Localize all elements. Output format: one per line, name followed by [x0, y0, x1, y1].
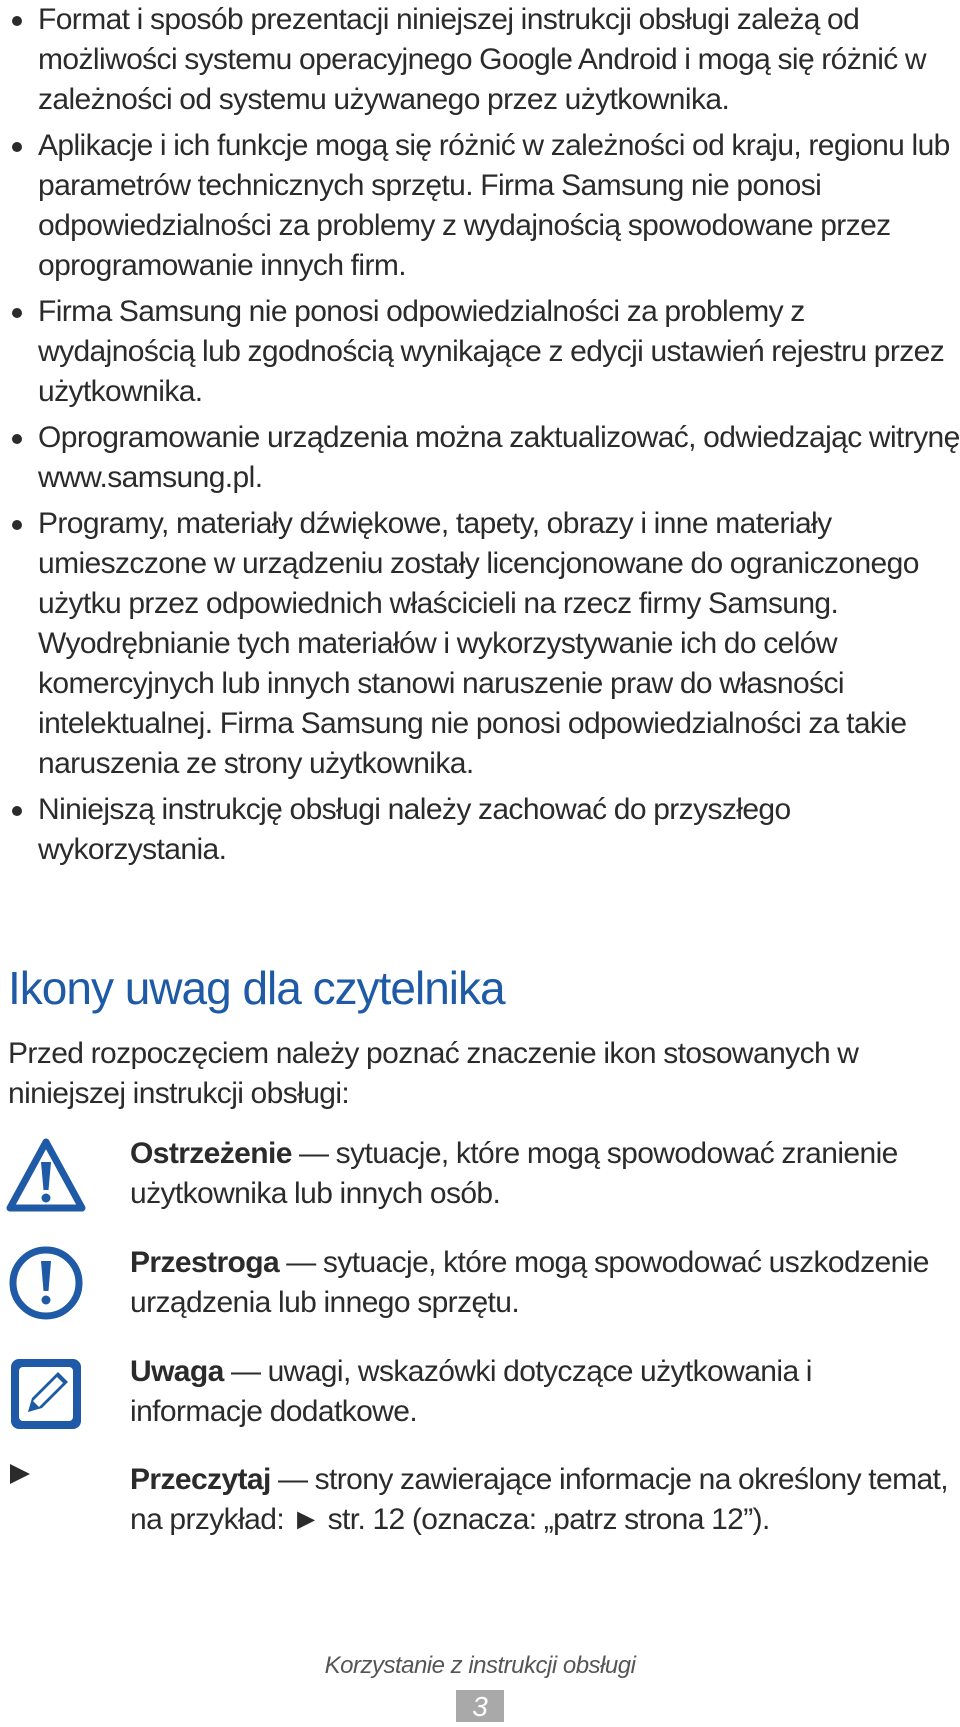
- list-item: [8, 0, 960, 120]
- legend-text: [130, 1460, 950, 1540]
- legend-term: Przeczytaj: [130, 1463, 271, 1496]
- footer-section-title: Korzystanie z instrukcji obsługi: [324, 1652, 636, 1679]
- bullet-text: Format i sposób prezentacji niniejszej instrukcji obsługi zależą od możliwości systemu operacyjnego Google Android i mogą się różnić w zależności od systemu używanego przez użytkownika.: [38, 3, 926, 116]
- bullet-text: Programy, materiały dźwiękowe, tapety, obrazy i inne materiały umieszczone w urządzeniu zostały licencjonowane do ograniczonego użytku przez odpowiednich właścicieli na rzecz firmy Samsung. Wyodrębnianie tych materiałów i wykorzystywanie ich do celów komercyjnych lub innych stanowi naruszenie praw do własności intelektualnej. Firma Samsung nie ponosi odpowiedzialności za takie naruszenia ze strony użytkownika.: [38, 507, 919, 780]
- page-number-badge: [456, 1690, 504, 1722]
- bullet-icon: [12, 142, 22, 152]
- notice-bullet-list: [8, 0, 960, 876]
- caution-circle-icon: [6, 1243, 86, 1323]
- legend-description: — sytuacje, które mogą spowodować zranienie użytkownika lub innych osób.: [130, 1137, 898, 1210]
- legend-term: Ostrzeżenie: [130, 1137, 292, 1170]
- note-pencil-icon: [6, 1354, 86, 1434]
- legend-text: [130, 1134, 950, 1214]
- list-item: [8, 126, 960, 286]
- list-item: [8, 292, 960, 412]
- warning-triangle-icon: [6, 1136, 86, 1216]
- section-title: Ikony uwag dla czytelnika: [8, 962, 505, 1014]
- legend-text: [130, 1352, 950, 1432]
- bullet-icon: [12, 308, 22, 318]
- bullet-icon: [12, 16, 22, 26]
- bullet-icon: [12, 520, 22, 530]
- legend-text: [130, 1243, 950, 1323]
- list-item: [8, 790, 960, 870]
- list-item: [8, 418, 960, 498]
- legend-term: Przestroga: [130, 1246, 280, 1279]
- bullet-text: Oprogramowanie urządzenia można zaktualizować, odwiedzając witrynę www.samsung.pl.: [38, 421, 960, 494]
- list-item: [8, 504, 960, 784]
- legend-description: — sytuacje, które mogą spowodować uszkodzenie urządzenia lub innego sprzętu.: [130, 1246, 929, 1319]
- arrow-right-icon: [8, 1462, 32, 1486]
- legend-term: Uwaga: [130, 1355, 224, 1388]
- bullet-icon: [12, 434, 22, 444]
- legend-description: — strony zawierające informacje na określony temat, na przykład: ► str. 12 (oznacza: „patrz strona 12”).: [130, 1463, 949, 1536]
- bullet-text: Aplikacje i ich funkcje mogą się różnić w zależności od kraju, regionu lub parametrów technicznych sprzętu. Firma Samsung nie ponosi odpowiedzialności za problemy z wydajnością spowodowane przez oprogramowanie innych firm.: [38, 129, 950, 282]
- section-intro: Przed rozpoczęciem należy poznać znaczenie ikon stosowanych w niniejszej instrukcji obsługi:: [8, 1037, 859, 1110]
- bullet-icon: [12, 806, 22, 816]
- legend-description: — uwagi, wskazówki dotyczące użytkowania i informacje dodatkowe.: [130, 1355, 812, 1428]
- bullet-text: Firma Samsung nie ponosi odpowiedzialności za problemy z wydajnością lub zgodnością wynikające z edycji ustawień rejestru przez użytkownika.: [38, 295, 945, 408]
- bullet-text: Niniejszą instrukcję obsługi należy zachować do przyszłego wykorzystania.: [38, 793, 791, 866]
- page-number: 3: [472, 1691, 488, 1722]
